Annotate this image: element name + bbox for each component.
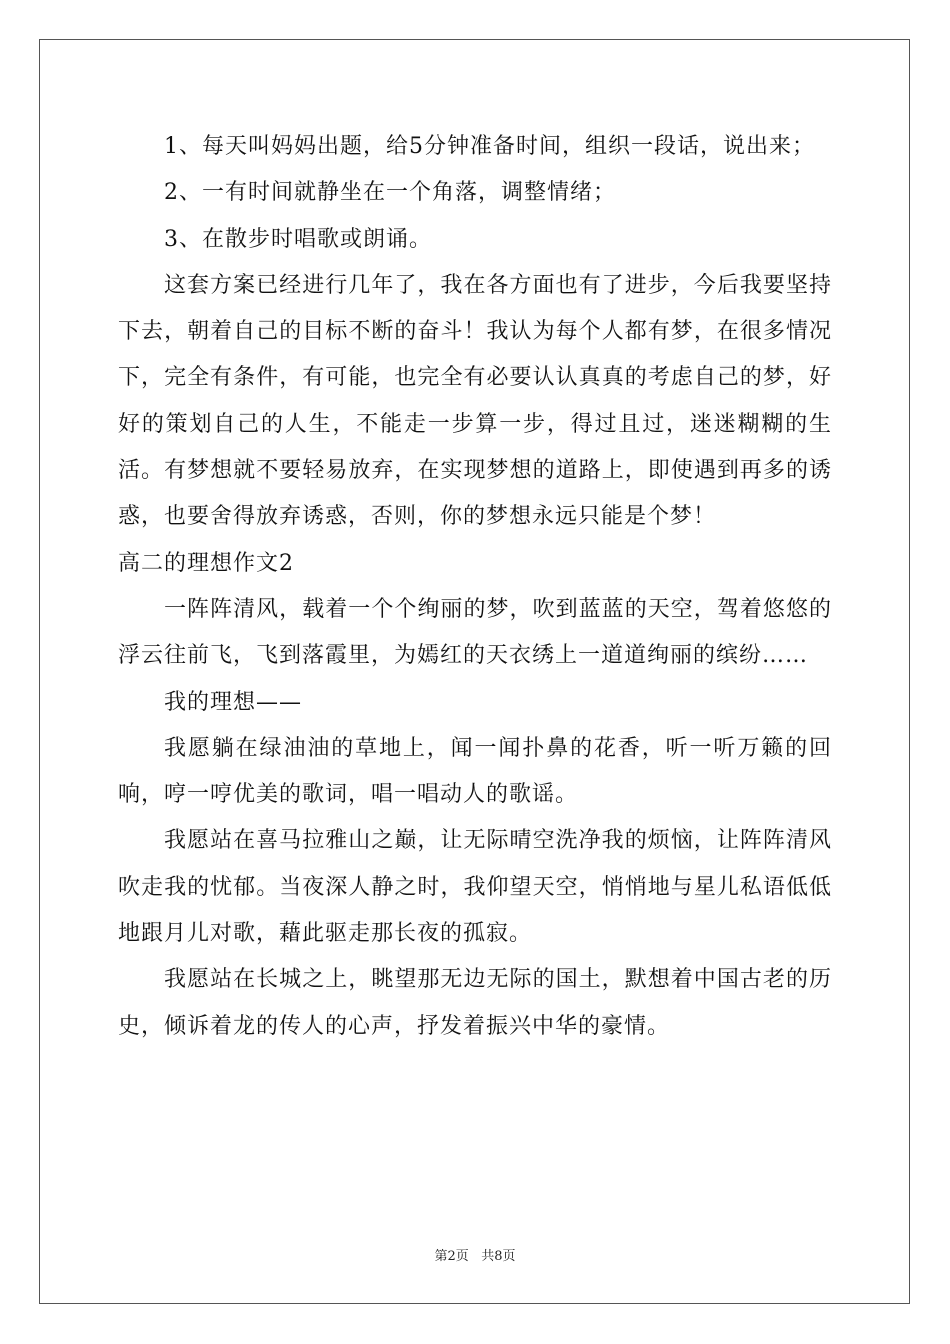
paragraph: 2、一有时间就静坐在一个角落，调整情绪； [164,180,616,206]
paragraph: 1、每天叫妈妈出题，给5分钟准备时间，组织一段话，说出来； [164,134,815,159]
page-total: 共8页 [481,1249,516,1264]
paragraph: 这套方案已经进行几年了，我在各方面也有了进步，今后我要坚持下去，朝着自己的目标不断的奋斗！我认为每个人都有梦，在很多情况下，完全有条件，有可能，也完全有必要认认真真的考虑自己的梦，好好的策划自己的人生，不能走一步算一步，得过且过，迷迷糊糊的生活。有梦想就不要轻易放弃，在实现梦想的道路上，即使遇到再多的诱惑，也要舍得放弃诱惑，否则，你的梦想永远只能是个梦！ [118,272,832,530]
paragraph: 我的理想—— [164,689,303,715]
section-heading: 高二的理想作文2 [118,550,294,576]
paragraph: 我愿站在喜马拉雅山之巅，让无际晴空洗净我的烦恼，让阵阵清风吹走我的忧郁。当夜深人静之时，我仰望天空，悄悄地与星儿私语低低地跟月儿对歌，藉此驱走那长夜的孤寂。 [118,828,832,947]
paragraph: 3、在散步时唱歌或朗诵。 [164,226,432,252]
page-number: 第2页 [434,1249,469,1264]
paragraph: 我愿躺在绿油油的草地上，闻一闻扑鼻的花香，听一听万籁的回响，哼一哼优美的歌词，唱一唱动人的歌谣。 [118,735,832,808]
page-footer [0,1245,950,1264]
paragraph: 我愿站在长城之上，眺望那无边无际的国土，默想着中国古老的历史，倾诉着龙的传人的心声，抒发着振兴中华的豪情。 [118,967,832,1039]
document-body [118,124,832,1050]
paragraph: 一阵阵清风，载着一个个绚丽的梦，吹到蓝蓝的天空，驾着悠悠的浮云往前飞，飞到落霞里，为嫣红的天衣绣上一道道绚丽的缤纷…… [118,596,832,669]
